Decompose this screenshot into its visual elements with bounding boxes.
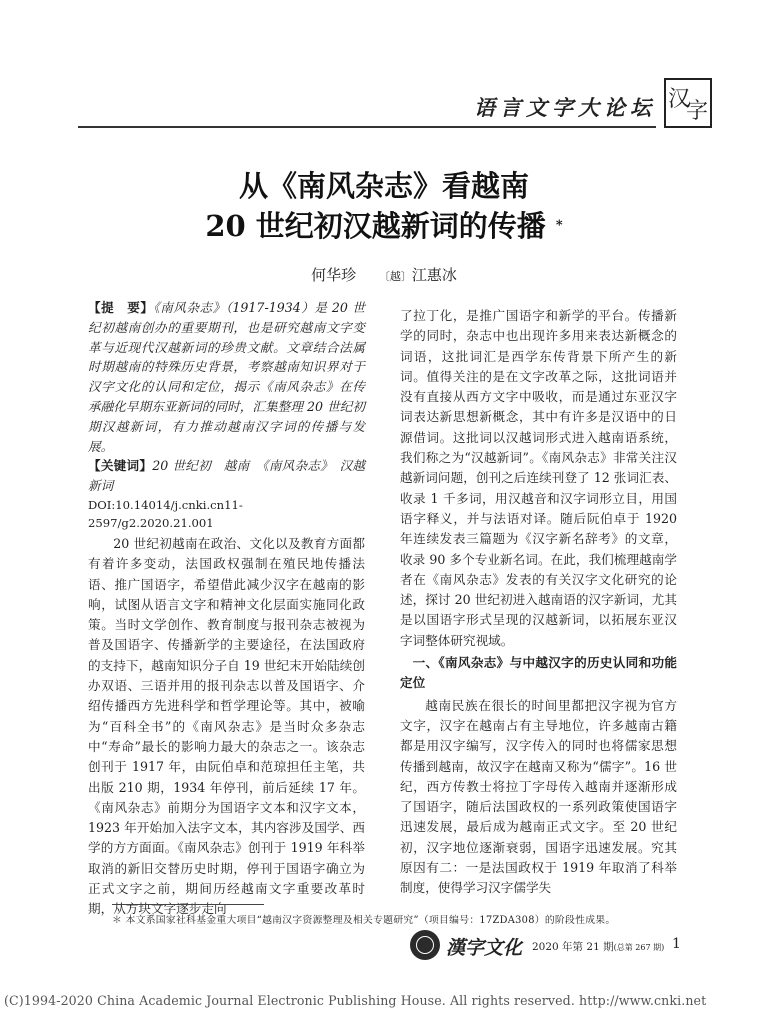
copyright-notice: (C)1994-2020 China Academic Journal Electronic Publishing House. All rights reserved. http://www.cnki.net [4,993,707,1008]
issue-total: (总第 267 期) [613,943,665,952]
title-line-2-text: 20 世纪初汉越新词的传播 [205,209,546,243]
abstract-label: 【提 要】 [88,300,154,315]
journal-column-title: 语言文字大论坛 [474,95,656,120]
magazine-seal-icon [410,930,440,960]
body-paragraph-2: 了拉丁化，是推广国语字和新学的平台。传播新学的同时，杂志中也出现许多用来表达新概念的词语，这批词汇是西学东传背景下所产生的新词。值得关注的是在文字改革之际，这批词语并没有直接从西方文字中吸收，而是通过东亚汉字词表达新思想新概念，其中有许多是汉语中的日源借词。这批词以汉越词形式进入越南语系统，我们称之为“汉越新词”。《南风杂志》非常关注汉越新词问题，创刊之后连续刊登了 12 张词汇表、收录 1 千多词，用汉越音和汉字词形立目，用国语字释义，并与法语对译。随后阮伯卓于 1920 年连续发表三篇题为《汉字新名辞考》的文章，收录 90 多个专业新名词。在此，我们梳理越南学者在《南风杂志》发表的有关汉字文化研究的论述，探讨 20 世纪初进入越南语的汉字新词，尤其是以国语字形式呈现的汉越新词，以拓展东亚汉字词整体研究视域。 [400,308,677,648]
page-number: 1 [672,936,681,952]
author-line [0,264,768,285]
author-2-nationality: 〔越〕 [378,270,412,283]
abstract [88,298,365,456]
logo-char-1: 汉 [668,87,691,112]
keywords [88,456,365,496]
right-column [400,306,677,899]
body-paragraph-3: 越南民族在很长的时间里都把汉字视为官方文字，汉字在越南占有主导地位，许多越南古籍都是用汉字编写，汉字传入的同时也将儒家思想传播到越南，故汉字在越南又称为“儒字”。16 世纪，西方传教士将拉丁字母传入越南并逐渐形成了国语字，随后法国政权的一系列政策使国语字迅速发展，最后成为越南正式文字。至 20 世纪初，汉字地位逐渐衰弱，国语字迅速发展。究其原因有二：一是法国政权于 1919 年取消了科举制度，使得学习汉字儒学失 [400,697,677,896]
magazine-name: 漢字文化 [446,937,523,959]
issue-number: 2020 年第 21 期 [532,941,614,953]
title-line-2 [0,206,768,246]
body-paragraph-1: 20 世纪初越南在政治、文化以及教育方面都有着许多变动，法国政权强制在殖民地传播法语、推广国语字，希望借此减少汉字在越南的影响，试图从语言文字和精神文化层面实施同化政策。当时文学创作、教育制度与报刊杂志被视为普及国语字、传播新学的主要途径，在法国政府的支持下，越南知识分子自 19 世纪末开始陆续创办双语、三语并用的报刊杂志以普及国语字、介绍传播西方先进科学和哲学理论等。其中，被喻为“百科全书”的《南风杂志》是当时众多杂志中“寿命”最长的影响力最大的杂志之一。该杂志创刊于 1917 年，由阮伯卓和范琼担任主笔，共出版 210 期，1934 年停刊，前后延续 17 年。《南风杂志》前期分为国语字文本和汉字文本，1923 年开始加入法字文本，其内容涉及国学、西学的方方面面。《南风杂志》创刊于 1919 年科举取消的新旧交替历史时期，停刊于国语字确立为正式文字之前，期间历经越南文字重要改革时期，从方块文字逐步走向 [88,535,365,917]
page-footer [410,930,690,960]
section-heading-1: 一、《南风杂志》与中越汉字的历史认同和功能定位 [400,655,677,691]
title-line-1: 从《南风杂志》看越南 [238,169,529,203]
article-title [0,166,768,246]
abstract-text: 《南风杂志》（1917-1934）是 20 世纪初越南创办的重要期刊，也是研究越南文字变革与近现代汉越新词的珍贵文献。文章结合法属时期越南的特殊历史背景，考察越南知识界对于汉字文化的认同和定位，揭示《南风杂志》在传承融化早期东亚新词的同时，汇集整理 20 世纪初期汉越新词，有力推动越南汉字词的传播与发展。 [88,300,366,454]
author-2: 江惠冰 [411,266,457,284]
keywords-label: 【关键词】 [88,458,153,474]
left-column [88,298,365,920]
doi: DOI:10.14014/j.cnki.cn11-2597/g2.2020.21.001 [88,497,243,530]
issue-info [532,939,664,954]
title-footnote-mark: * [555,218,563,233]
keywords-text: 20 世纪初 越南 《南风杂志》 汉越新词 [88,458,365,494]
footnote: ＊ 本文系国家社科基金重大项目“越南汉字资源整理及相关专题研究”（项目编号：17ZDA308）的阶段性成果。 [112,915,616,926]
logo-char-2: 字 [685,99,708,124]
footnote-rule [112,904,264,905]
page-header [0,78,768,134]
author-1: 何华珍 [311,266,357,284]
header-rule [78,126,656,128]
hanzi-logo-icon [664,78,712,128]
